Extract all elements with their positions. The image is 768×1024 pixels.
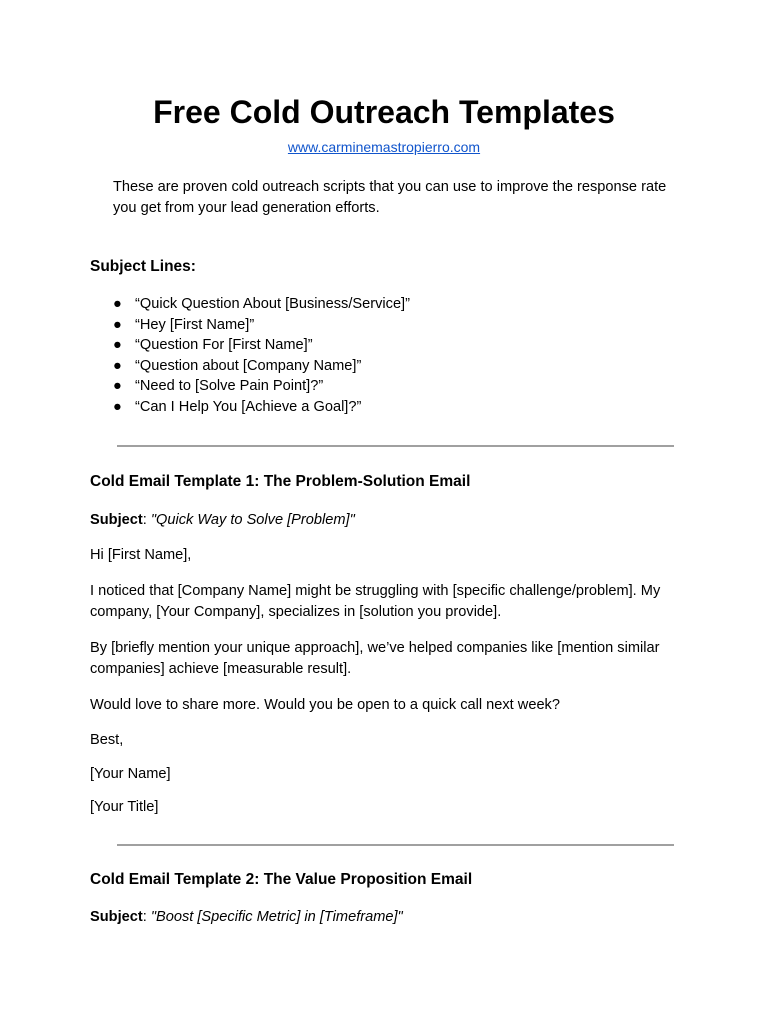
bullet-icon: ● xyxy=(113,337,122,354)
template-1-paragraph-2: By [briefly mention your unique approach], we’ve helped companies like [mention similar companies] achieve [measurable result]. xyxy=(90,640,660,677)
document-title: Free Cold Outreach Templates xyxy=(153,94,615,130)
subject-label: Subject xyxy=(90,512,143,528)
bullet-icon: ● xyxy=(113,316,122,333)
template-1-paragraph-1: I noticed that [Company Name] might be struggling with [specific challenge/problem]. My company, [Your Company], specializes in [solution you provide]. xyxy=(90,583,661,620)
subject-separator: : xyxy=(142,512,151,528)
template-2-subject xyxy=(90,907,670,928)
subject-label: Subject xyxy=(90,909,143,925)
subject-line-text: “Need to [Solve Pain Point]?” xyxy=(135,378,324,395)
website-link-container xyxy=(0,138,768,156)
subject-line-text: “Question about [Company Name]” xyxy=(135,357,362,374)
template-1-heading: Cold Email Template 1: The Problem-Solution Email xyxy=(90,473,471,490)
list-item xyxy=(113,356,410,377)
template-1-signoff: Best, xyxy=(90,732,124,748)
bullet-icon: ● xyxy=(113,357,122,374)
list-item xyxy=(113,335,410,356)
template-1-greeting: Hi [First Name], xyxy=(90,547,192,563)
list-item xyxy=(113,315,410,336)
subject-lines-heading: Subject Lines: xyxy=(90,258,196,275)
website-link[interactable]: www.carminemastropierro.com xyxy=(287,139,481,155)
subject-line-text: “Hey [First Name]” xyxy=(135,316,255,333)
template-1-paragraph-3: Would love to share more. Would you be open to a quick call next week? xyxy=(90,697,560,713)
subject-lines-list xyxy=(113,294,410,418)
intro-paragraph: These are proven cold outreach scripts that you can use to improve the response rate you get from your lead generation efforts. xyxy=(113,179,667,216)
subject-line-text: “Question For [First Name]” xyxy=(135,337,313,354)
list-item xyxy=(113,376,410,397)
bullet-icon: ● xyxy=(113,378,122,395)
list-item xyxy=(113,397,410,418)
template-1-name: [Your Name] xyxy=(90,766,171,782)
subject-line-text: “Quick Question About [Business/Service]” xyxy=(135,296,410,312)
subject-value: "Quick Way to Solve [Problem]" xyxy=(150,512,355,528)
template-2-heading: Cold Email Template 2: The Value Proposition Email xyxy=(90,871,473,888)
bullet-icon: ● xyxy=(113,398,122,415)
subject-separator: : xyxy=(142,909,151,925)
horizontal-divider xyxy=(117,445,674,447)
subject-value: "Boost [Specific Metric] in [Timeframe]" xyxy=(150,909,403,925)
template-1-subject xyxy=(90,510,670,531)
subject-line-text: “Can I Help You [Achieve a Goal]?” xyxy=(135,398,362,415)
horizontal-divider xyxy=(117,844,674,846)
list-item xyxy=(113,294,410,315)
bullet-icon: ● xyxy=(113,296,122,312)
template-1-title: [Your Title] xyxy=(90,799,159,815)
